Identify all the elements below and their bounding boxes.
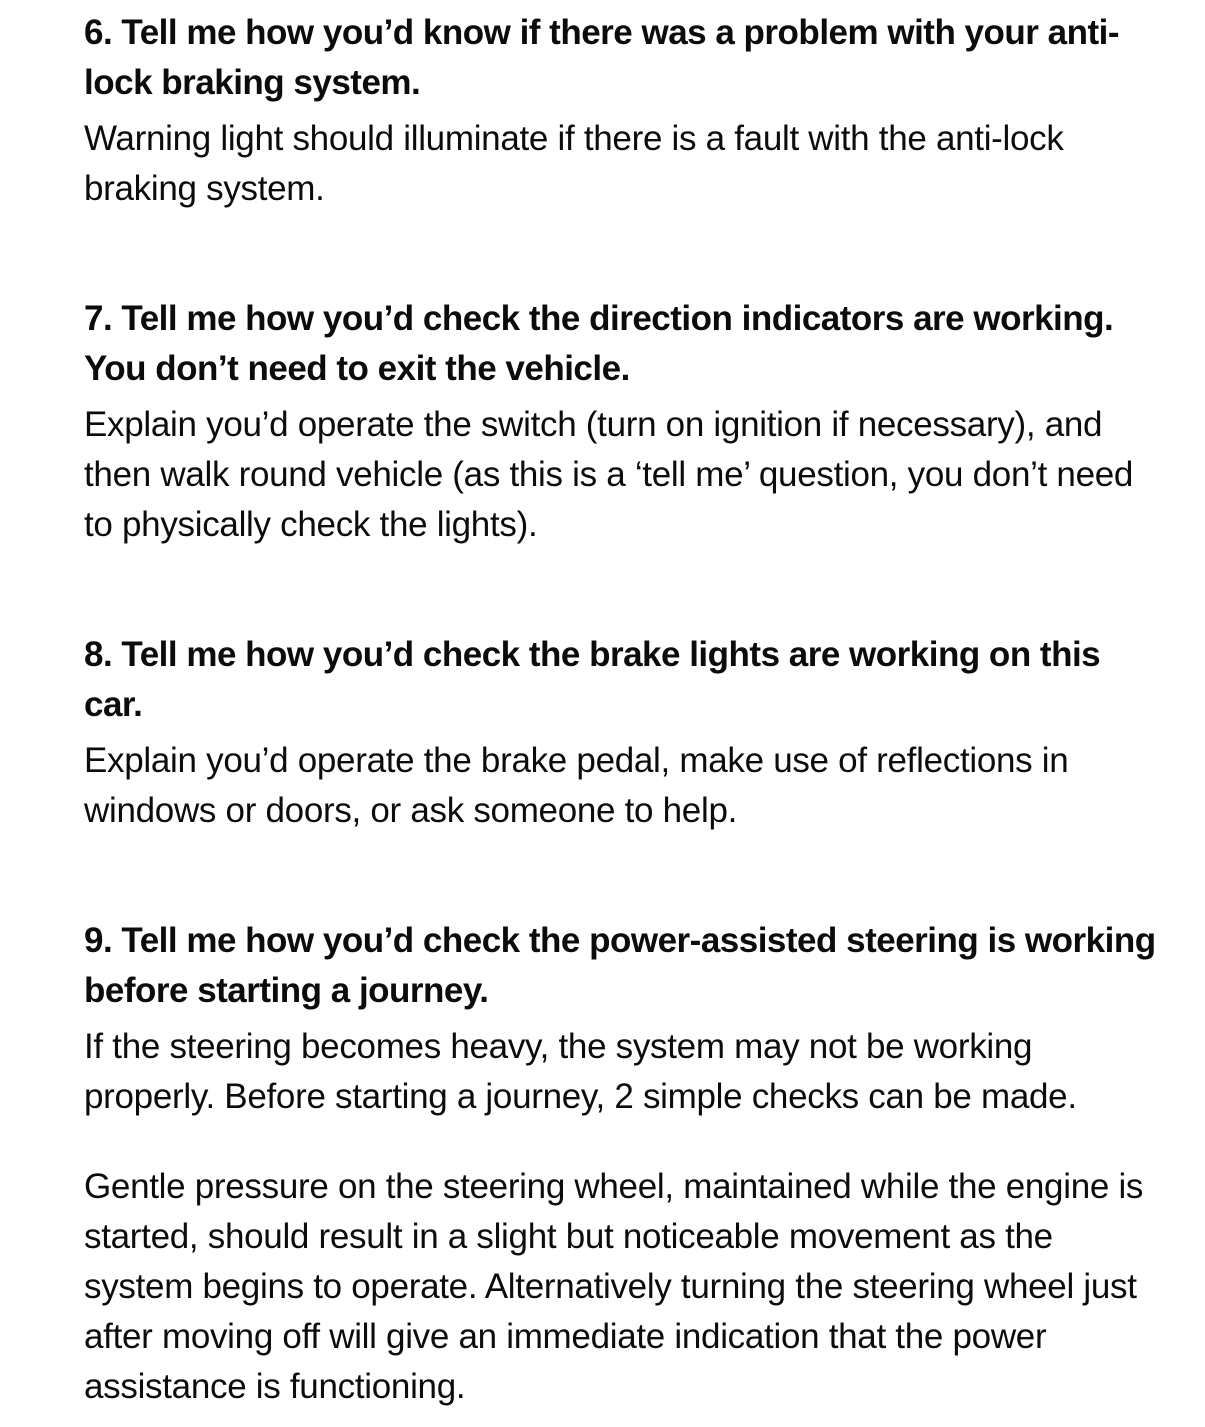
question-8-heading: 8. Tell me how you’d check the brake lights are working on this car. <box>84 635 1101 724</box>
question-9-heading: 9. Tell me how you’d check the power-assisted steering is working before starting a journey. <box>84 921 1156 1010</box>
question-7-heading: 7. Tell me how you’d check the direction indicators are working. You don’t need to exit the vehicle. <box>84 299 1114 388</box>
question-9-answer-1: If the steering becomes heavy, the system may not be working properly. Before starting a journey, 2 simple checks can be made. <box>84 1027 1077 1116</box>
question-9-answer-2: Gentle pressure on the steering wheel, maintained while the engine is started, should result in a slight but noticeable movement as the system begins to operate. Alternatively turning the steering wheel just after moving off will give an immediate indication that the power assistance is functioning. <box>84 1167 1144 1406</box>
question-8-section <box>84 630 1164 836</box>
question-7-section <box>84 294 1164 550</box>
question-6-heading: 6. Tell me how you’d know if there was a problem with your anti-lock braking system. <box>84 13 1120 102</box>
question-7-answer: Explain you’d operate the switch (turn on ignition if necessary), and then walk round vehicle (as this is a ‘tell me’ question, you don’t need to physically check the lights). <box>84 405 1134 544</box>
question-9-section <box>84 916 1164 1412</box>
question-6-section <box>84 8 1164 214</box>
question-6-answer: Warning light should illuminate if there is a fault with the anti-lock braking system. <box>84 119 1064 208</box>
question-8-answer: Explain you’d operate the brake pedal, make use of reflections in windows or doors, or ask someone to help. <box>84 741 1069 830</box>
